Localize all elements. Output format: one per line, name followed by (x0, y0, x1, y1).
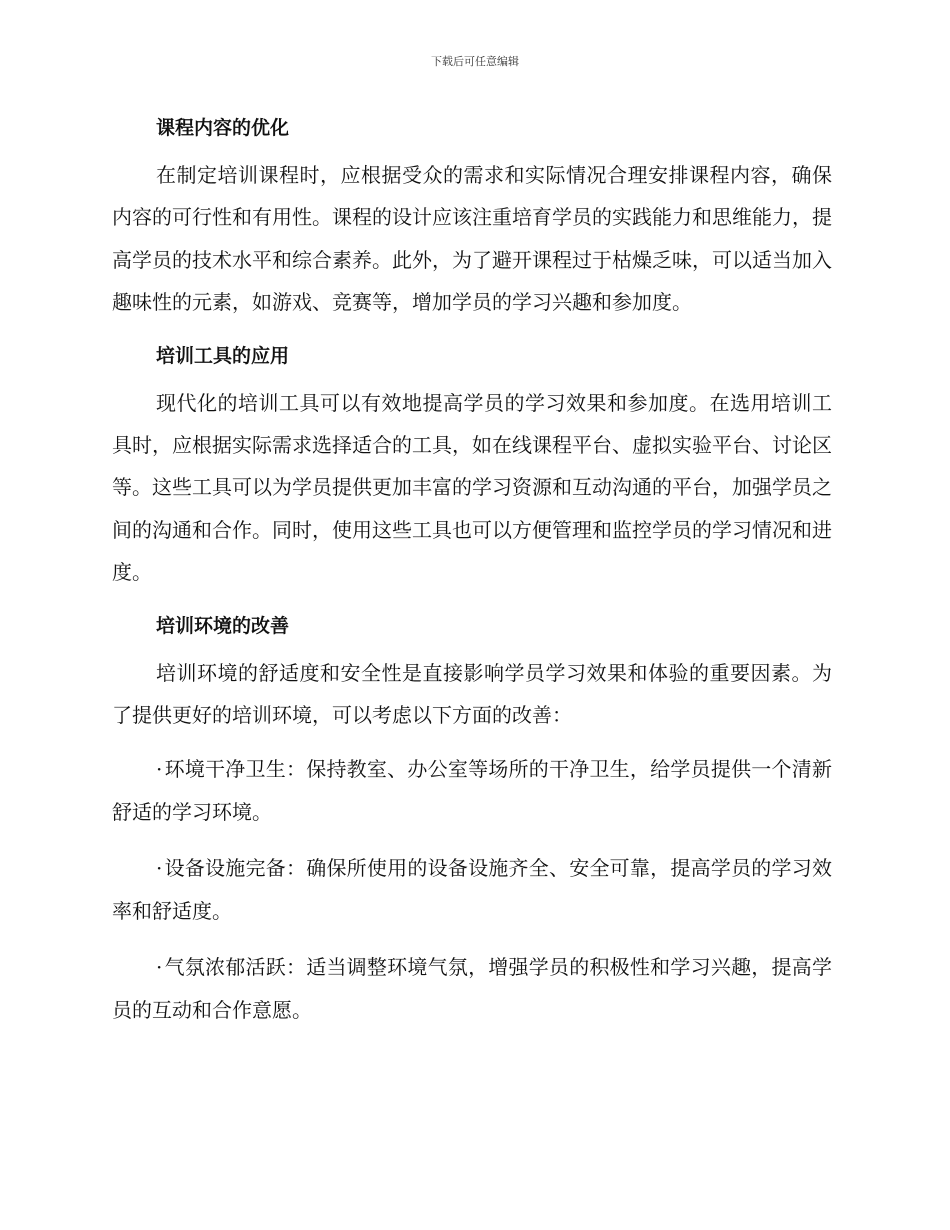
list-item (112, 748, 832, 833)
list-item (112, 946, 832, 1031)
list-item-text: 设备设施完备：确保所使用的设备设施齐全、安全可靠，提高学员的学习效率和舒适度。 (112, 856, 832, 923)
list-item-text: 环境干净卫生：保持教室、办公室等场所的干净卫生，给学员提供一个清新舒适的学习环境。 (112, 757, 832, 824)
document-body (112, 108, 832, 1045)
list-item-text: 气氛浓郁活跃：适当调整环境气氛，增强学员的积极性和学习兴趣，提高学员的互动和合作意愿。 (112, 955, 832, 1022)
list-item (112, 847, 832, 932)
page-header: 下载后可任意编辑 (431, 55, 519, 68)
paragraph: 在制定培训课程时，应根据受众的需求和实际情况合理安排课程内容，确保内容的可行性和有用性。课程的设计应该注重培育学员的实践能力和思维能力，提高学员的技术水平和综合素养。此外，为了避开课程过于枯燥乏味，可以适当加入趣味性的元素，如游戏、竞赛等，增加学员的学习兴趣和参加度。 (112, 163, 832, 315)
paragraph: 现代化的培训工具可以有效地提高学员的学习效果和参加度。在选用培训工具时，应根据实际需求选择适合的工具，如在线课程平台、虚拟实验平台、讨论区等。这些工具可以为学员提供更加丰富的学习资源和互动沟通的平台，加强学员之间的沟通和合作。同时，使用这些工具也可以方便管理和监控学员的学习情况和进度。 (112, 390, 832, 585)
bullet-marker: · (156, 757, 163, 782)
section-course-content (112, 108, 832, 324)
bullet-marker: · (156, 856, 163, 881)
section-title: 课程内容的优化 (156, 117, 290, 139)
section-training-environment (112, 606, 832, 1031)
paragraph: 培训环境的舒适度和安全性是直接影响学员学习效果和体验的重要因素。为了提供更好的培训环境，可以考虑以下方面的改善： (112, 660, 832, 728)
section-training-tools (112, 336, 832, 594)
bullet-marker: · (156, 955, 163, 980)
section-title: 培训环境的改善 (156, 614, 290, 637)
section-title: 培训工具的应用 (156, 344, 290, 367)
